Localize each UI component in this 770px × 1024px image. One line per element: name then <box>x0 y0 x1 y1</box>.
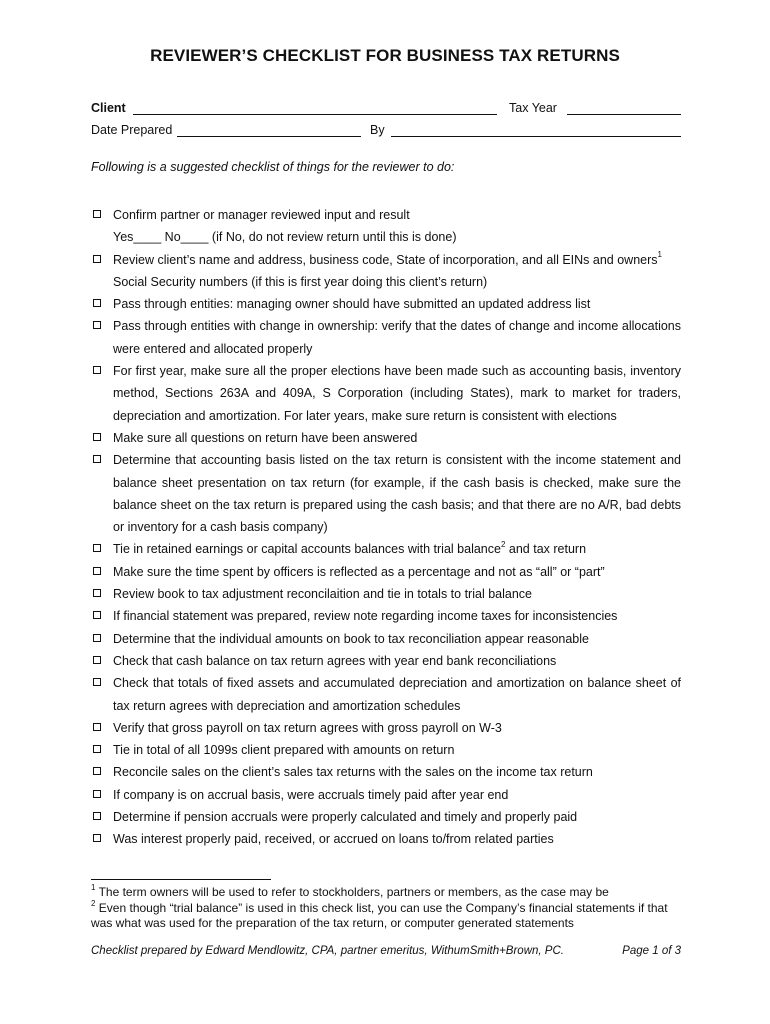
checklist-item: Review client’s name and address, business code, State of incorporation, and all EINs and owners$^1$ <box>91 249 681 271</box>
checkbox[interactable] <box>93 723 101 731</box>
checkbox[interactable] <box>93 611 101 619</box>
checklist-item: Determine if pension accruals were properly calculated and timely and properly paid <box>91 806 681 828</box>
checklist-item: If financial statement was prepared, review note regarding income taxes for inconsistencies <box>91 605 681 627</box>
checklist-item: Check that totals of fixed assets and accumulated depreciation and amortization on balance sheet of tax return agrees with depreciation and amortization schedules <box>91 672 681 717</box>
checkbox[interactable] <box>93 634 101 642</box>
page-footer <box>91 945 681 957</box>
checkbox[interactable] <box>93 544 101 552</box>
checklist-item: Reconcile sales on the client’s sales tax returns with the sales on the income tax return <box>91 761 681 783</box>
checklist-item: Check that cash balance on tax return agrees with year end bank reconciliations <box>91 650 681 672</box>
checkbox[interactable] <box>93 366 101 374</box>
checklist-item: Tie in retained earnings or capital accounts balances with trial balance$^2$ and tax return <box>91 538 681 560</box>
checklist-item: Verify that gross payroll on tax return agrees with gross payroll on W-3 <box>91 717 681 739</box>
client-row <box>91 101 681 117</box>
page-title: REVIEWER’S CHECKLIST FOR BUSINESS TAX RETURNS <box>150 46 620 65</box>
checklist-item: Pass through entities: managing owner should have submitted an updated address list <box>91 293 681 315</box>
checkbox[interactable] <box>93 255 101 263</box>
by-label: By <box>370 123 385 137</box>
checkbox[interactable] <box>93 790 101 798</box>
checkbox[interactable] <box>93 321 101 329</box>
tax-year-field[interactable] <box>567 101 681 115</box>
by-field[interactable] <box>391 123 681 137</box>
checklist-item: Determine that the individual amounts on book to tax reconciliation appear reasonable <box>91 628 681 650</box>
checklist-item: Was interest properly paid, received, or accrued on loans to/from related parties <box>91 828 681 850</box>
client-label: Client <box>91 101 126 115</box>
checkbox[interactable] <box>93 834 101 842</box>
checkbox[interactable] <box>93 656 101 664</box>
date-prepared-row <box>91 123 681 139</box>
date-prepared-label: Date Prepared <box>91 123 173 137</box>
checklist <box>91 204 681 851</box>
checkbox[interactable] <box>93 745 101 753</box>
intro-text: Following is a suggested checklist of things for the reviewer to do: <box>91 160 455 174</box>
page-number: Page 1 of 3 <box>622 945 681 957</box>
footnote-ref: 2 <box>500 540 506 550</box>
checklist-item: Make sure all questions on return have been answered <box>91 427 681 449</box>
checkbox[interactable] <box>93 299 101 307</box>
checkbox[interactable] <box>93 567 101 575</box>
checklist-item: Tie in total of all 1099s client prepared with amounts on return <box>91 739 681 761</box>
checklist-item: Pass through entities with change in ownership: verify that the dates of change and income allocations were entered and allocated properly <box>91 315 681 360</box>
checkbox[interactable] <box>93 455 101 463</box>
footnote-divider <box>91 879 271 880</box>
checkbox[interactable] <box>93 210 101 218</box>
checklist-item: Determine that accounting basis listed on the tax return is consistent with the income statement and balance sheet presentation on tax return (for example, if the cash basis is checked, make sure the balance sheet on the tax return is prepared using the cash basis; and that there are no A/R, bad debts or inventory for a cash basis company) <box>91 449 681 538</box>
footnote-1: $^1$ The term owners will be used to refer to stockholders, partners or members, as the case may be <box>91 883 609 899</box>
checklist-item: Make sure the time spent by officers is reflected as a percentage and not as “all” or “part” <box>91 561 681 583</box>
date-prepared-field[interactable] <box>177 123 361 137</box>
footnote-ref: 1 <box>657 250 662 260</box>
checkbox[interactable] <box>93 589 101 597</box>
checkbox[interactable] <box>93 812 101 820</box>
checkbox[interactable] <box>93 678 101 686</box>
client-field[interactable] <box>133 101 497 115</box>
checklist-item: For first year, make sure all the proper elections have been made such as accounting basis, inventory method, Sections 263A and 409A, S Corporation (including States), mark to market for traders, depreciation and amortization. For later years, make sure return is consistent with elections <box>91 360 681 427</box>
checkbox[interactable] <box>93 767 101 775</box>
tax-year-label: Tax Year <box>509 101 557 115</box>
checklist-item: If company is on accrual basis, were accruals timely paid after year end <box>91 784 681 806</box>
prepared-by-credit: Checklist prepared by Edward Mendlowitz, CPA, partner emeritus, WithumSmith+Brown, PC. <box>91 945 564 957</box>
checkbox[interactable] <box>93 433 101 441</box>
checklist-item: Review book to tax adjustment reconcilaition and tie in totals to trial balance <box>91 583 681 605</box>
checklist-subline: Yes____ No____ (if No, do not review return until this is done) <box>113 230 457 245</box>
checklist-subline: Social Security numbers (if this is first year doing this client’s return) <box>113 274 488 289</box>
checklist-item: Confirm partner or manager reviewed input and result <box>91 204 681 226</box>
footnote-2: $^2$ Even though “trial balance” is used in this check list, you can use the Company’s financial statements if that was what was used for the preparation of the tax return, or computer generated statements <box>91 899 668 930</box>
